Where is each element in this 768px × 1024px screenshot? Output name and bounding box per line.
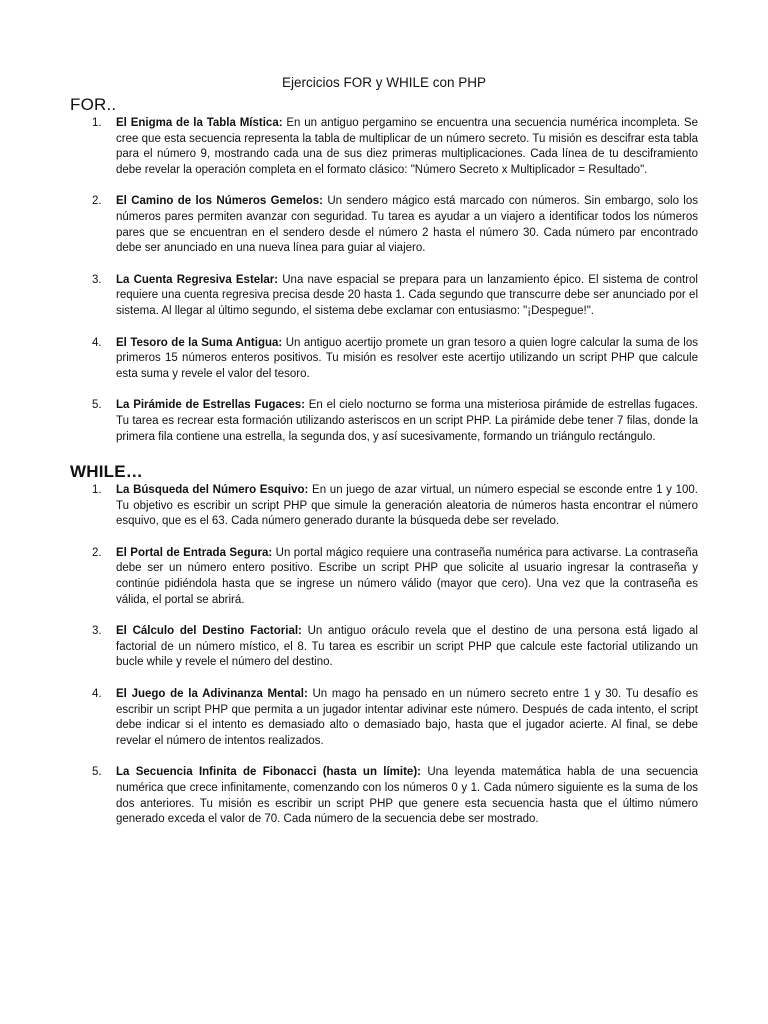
exercise-text xyxy=(116,546,698,608)
for-exercise-list xyxy=(70,116,698,445)
list-item xyxy=(70,483,698,530)
exercise-body: Un antiguo oráculo revela que el destino de una persona está ligado al factorial de un número místico, el 8. Tu tarea es escribir un script PHP que calcule este factorial utilizando un bucle while y revele el número del destino. xyxy=(116,625,698,669)
exercise-text xyxy=(116,687,698,749)
exercise-body: Un antiguo acertijo promete un gran tesoro a quien logre calcular la suma de los primeros 15 números enteros positivos. Tu misión es resolver este acertijo utilizando un script PHP que calcule esta suma y revele el valor del tesoro. xyxy=(116,336,699,380)
list-item xyxy=(70,765,698,827)
exercise-number: 4. xyxy=(92,688,102,701)
exercise-number: 3. xyxy=(92,273,102,286)
document-title: Ejercicios FOR y WHILE con PHP xyxy=(281,75,487,90)
exercise-title: La Búsqueda del Número Esquivo: xyxy=(116,484,309,497)
exercise-text xyxy=(116,273,698,320)
exercise-body: En un antiguo pergamino se encuentra una secuencia numérica incompleta. Se cree que esta secuencia representa la tabla de multiplicar de un número secreto. Tu misión es descifrar esta tabla para el número 9, mostrando cada una de sus diez primeras multiplicaciones. Cada línea de tu desciframiento debe revelar la operación completa en el formato clásico: "Número Secreto x Multiplicador = Resultado". xyxy=(116,117,698,176)
exercise-body: Un portal mágico requiere una contraseña numérica para activarse. La contraseña debe ser un número entero positivo. Escribe un script PHP que solicite al usuario ingresar la contraseña y continúe pidiéndola hasta que se ingrese un número válido (mayor que cero). Una vez que la contraseña es válida, el portal se abrirá. xyxy=(116,546,698,606)
while-exercise-list xyxy=(70,483,698,828)
exercise-title: La Pirámide de Estrellas Fugaces: xyxy=(116,399,305,412)
list-item xyxy=(70,624,698,671)
exercise-title: La Secuencia Infinita de Fibonacci (hasta un límite): xyxy=(116,766,421,779)
exercise-number: 4. xyxy=(92,336,102,349)
list-item xyxy=(70,687,698,749)
exercise-title: La Cuenta Regresiva Estelar: xyxy=(116,273,279,286)
exercise-number: 5. xyxy=(92,766,102,779)
exercise-body: Un sendero mágico está marcado con números. Sin embargo, solo los números pares permiten avanzar con seguridad. Tu tarea es ayudar a un viajero a identificar todos los números pares que se encuentran en el sendero desde el número 2 hasta el número 30. Cada número par encontrado debe ser anunciado en una nueva línea para guiar al viajero. xyxy=(116,195,698,255)
exercise-title: El Cálculo del Destino Factorial: xyxy=(116,625,302,638)
exercise-text xyxy=(116,765,698,827)
list-item xyxy=(70,194,698,256)
exercise-body: Una nave espacial se prepara para un lanzamiento épico. El sistema de control requiere una cuenta regresiva precisa desde 20 hasta 1. Cada segundo que transcurre debe ser anunciado por el sistema. Al llegar al último segundo, el sistema debe exclamar con entusiasmo: "¡Despegue!". xyxy=(116,273,698,317)
exercise-number: 5. xyxy=(92,399,102,412)
exercise-body: En un juego de azar virtual, un número especial se esconde entre 1 y 100. Tu objetivo es escribir un script PHP que simule la generación aleatoria de números hasta encontrar el número esquivo, que es el 63. Cada número generado durante la búsqueda debe ser revelado. xyxy=(116,484,698,528)
exercise-text xyxy=(116,116,698,178)
exercise-text xyxy=(116,624,698,671)
exercise-body: Un mago ha pensado en un número secreto entre 1 y 30. Tu desafío es escribir un script PHP que permita a un jugador intentar adivinar este número. Después de cada intento, el script debe indicar si el intento es demasiado alto o demasiado bajo, hasta que el jugador acierte. Al final, se debe revelar el número de intentos realizados. xyxy=(116,688,698,747)
exercise-number: 2. xyxy=(92,546,102,559)
list-item xyxy=(70,546,698,608)
list-item xyxy=(70,398,698,445)
list-item xyxy=(70,116,698,178)
exercise-body: Una leyenda matemática habla de una secuencia numérica que crece infinitamente, comenzando con los números 0 y 1. Cada número siguiente es la suma de los dos anteriores. Tu misión es escribir un script PHP que genere esta secuencia hasta que el último número generado exceda el valor de 70. Cada número de la secuencia debe ser mostrado. xyxy=(116,766,698,826)
exercise-body: En el cielo nocturno se forma una misteriosa pirámide de estrellas fugaces. Tu tarea es recrear esta formación utilizando asteriscos en un script PHP. La pirámide debe tener 7 filas, donde la primera fila contiene una estrella, la segunda dos, y así sucesivamente, formando un triángulo rectángulo. xyxy=(116,399,698,443)
exercise-number: 2. xyxy=(92,195,102,208)
exercise-text xyxy=(116,483,698,530)
exercise-text xyxy=(116,398,698,445)
exercise-number: 3. xyxy=(92,625,102,638)
exercise-title: El Tesoro de la Suma Antigua: xyxy=(116,336,283,349)
exercise-title: El Camino de los Números Gemelos: xyxy=(116,195,324,208)
list-item xyxy=(70,273,698,320)
section-heading-for: FOR.. xyxy=(70,95,117,114)
exercise-text xyxy=(116,336,698,383)
exercise-number: 1. xyxy=(92,117,102,129)
section-heading-while: WHILE… xyxy=(70,462,143,482)
exercise-title: El Juego de la Adivinanza Mental: xyxy=(116,688,308,701)
exercise-title: El Portal de Entrada Segura: xyxy=(116,546,273,559)
list-item xyxy=(70,336,698,383)
exercise-text xyxy=(116,194,698,256)
exercise-title: El Enigma de la Tabla Mística: xyxy=(116,117,283,129)
exercise-number: 1. xyxy=(92,484,102,497)
